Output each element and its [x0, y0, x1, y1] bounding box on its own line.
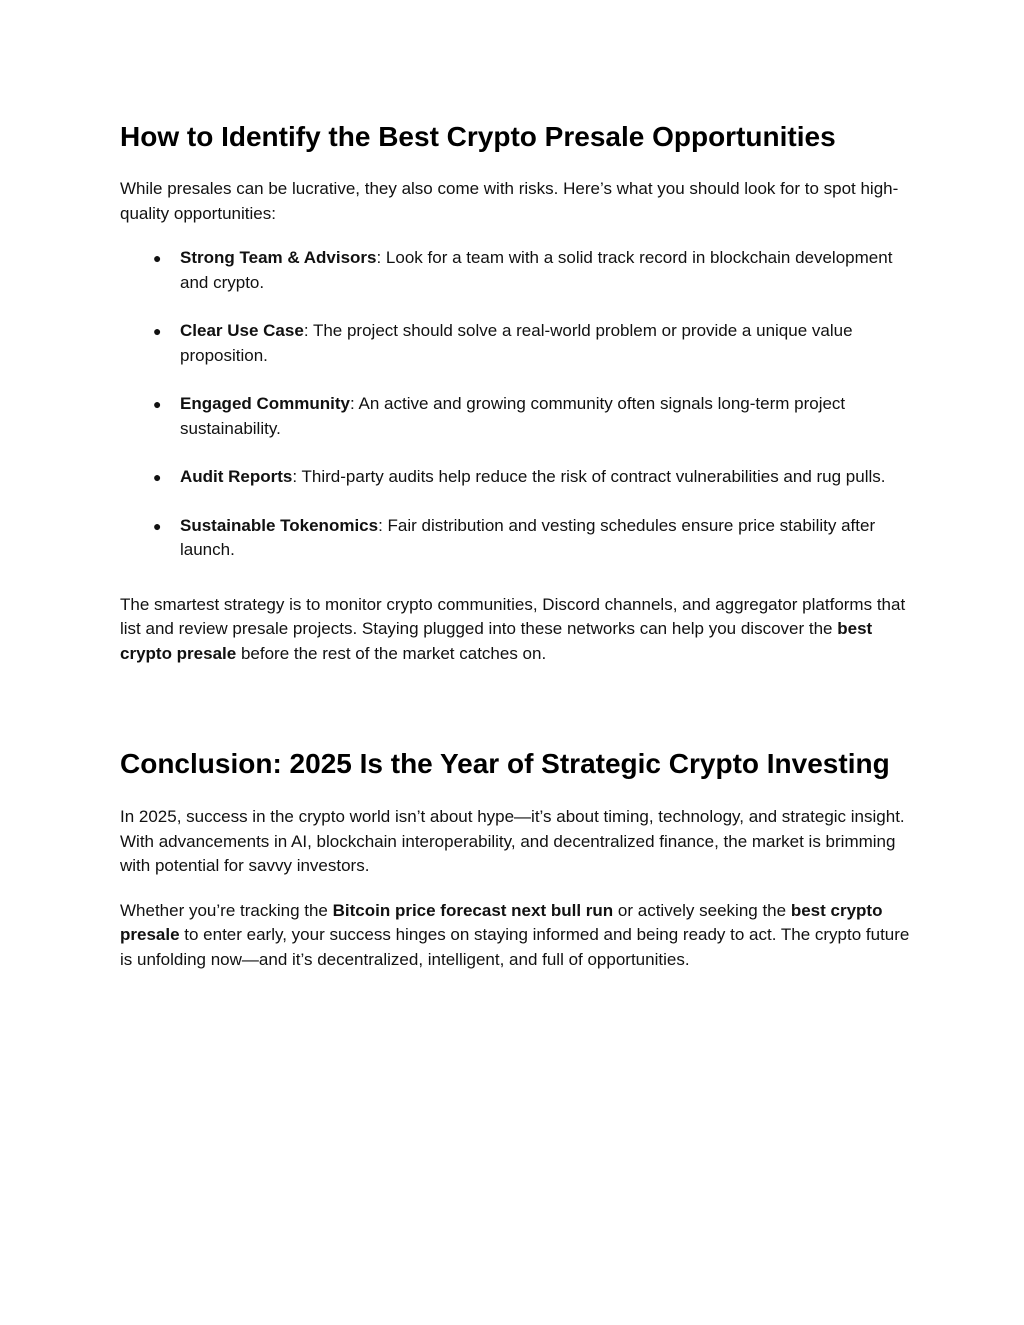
section-heading-conclusion: Conclusion: 2025 Is the Year of Strategic Crypto Investing — [120, 748, 890, 779]
list-item-term: Clear Use Case — [180, 321, 304, 340]
strategy-paragraph — [120, 593, 910, 667]
document-page — [120, 118, 910, 972]
conclusion-paragraph-2 — [120, 899, 910, 973]
section-heading-presale: How to Identify the Best Crypto Presale Opportunities — [120, 121, 836, 152]
list-item — [120, 319, 910, 368]
list-item-term: Sustainable Tokenomics — [180, 515, 379, 535]
conclusion-bold-1: Bitcoin price forecast next bull run — [332, 900, 614, 920]
list-item-text: : Third-party audits help reduce the risk of contract vulnerabilities and rug pulls. — [292, 467, 886, 486]
conclusion-text-1: Whether you’re tracking the — [120, 900, 333, 920]
list-item-term: Engaged Community — [180, 394, 351, 413]
list-item — [120, 246, 910, 295]
list-item-text: : An active and growing community often signals long-term project sustainability. — [180, 394, 846, 438]
list-item-text: : Look for a team with a solid track record in blockchain development and crypto. — [180, 248, 893, 292]
list-item-text: : The project should solve a real-world problem or provide a unique value proposition. — [180, 321, 853, 365]
strategy-text-before: The smartest strategy is to monitor crypto communities, Discord channels, and aggregator platforms that list and review presale projects. Staying plugged into these networks can help you discover the — [120, 594, 906, 638]
list-item-term: Strong Team & Advisors — [180, 248, 377, 267]
list-item-term: Audit Reports — [180, 467, 293, 486]
strategy-text-after: before the rest of the market catches on. — [236, 643, 547, 663]
strategy-bold-phrase: best crypto presale — [120, 619, 873, 663]
list-item — [120, 392, 910, 441]
conclusion-text-3: to enter early, your success hinges on staying informed and being ready to act. The crypto future is unfolding now—and it’s decentralized, intelligent, and full of opportunities. — [120, 925, 910, 969]
criteria-list — [120, 246, 910, 563]
list-item — [120, 465, 910, 490]
intro-paragraph: While presales can be lucrative, they also come with risks. Here’s what you should look for to spot high-quality opportunities: — [120, 179, 899, 223]
bullet-icon: ● — [153, 517, 162, 534]
bullet-icon: ● — [153, 250, 162, 266]
conclusion-text-2: or actively seeking the — [613, 900, 791, 920]
conclusion-paragraph-1: In 2025, success in the crypto world isn’t about hype—it’s about timing, technology, and strategic insight. With advancements in AI, blockchain interoperability, and decentralized finance, the market is brimming with potential for savvy investors. — [120, 807, 905, 875]
conclusion-bold-2: best crypto presale — [120, 900, 883, 944]
bullet-icon: ● — [153, 396, 162, 412]
list-item — [120, 514, 910, 563]
list-item-text: : Fair distribution and vesting schedules ensure price stability after launch. — [180, 515, 876, 559]
bullet-icon: ● — [153, 323, 162, 339]
bullet-icon: ● — [153, 469, 162, 485]
